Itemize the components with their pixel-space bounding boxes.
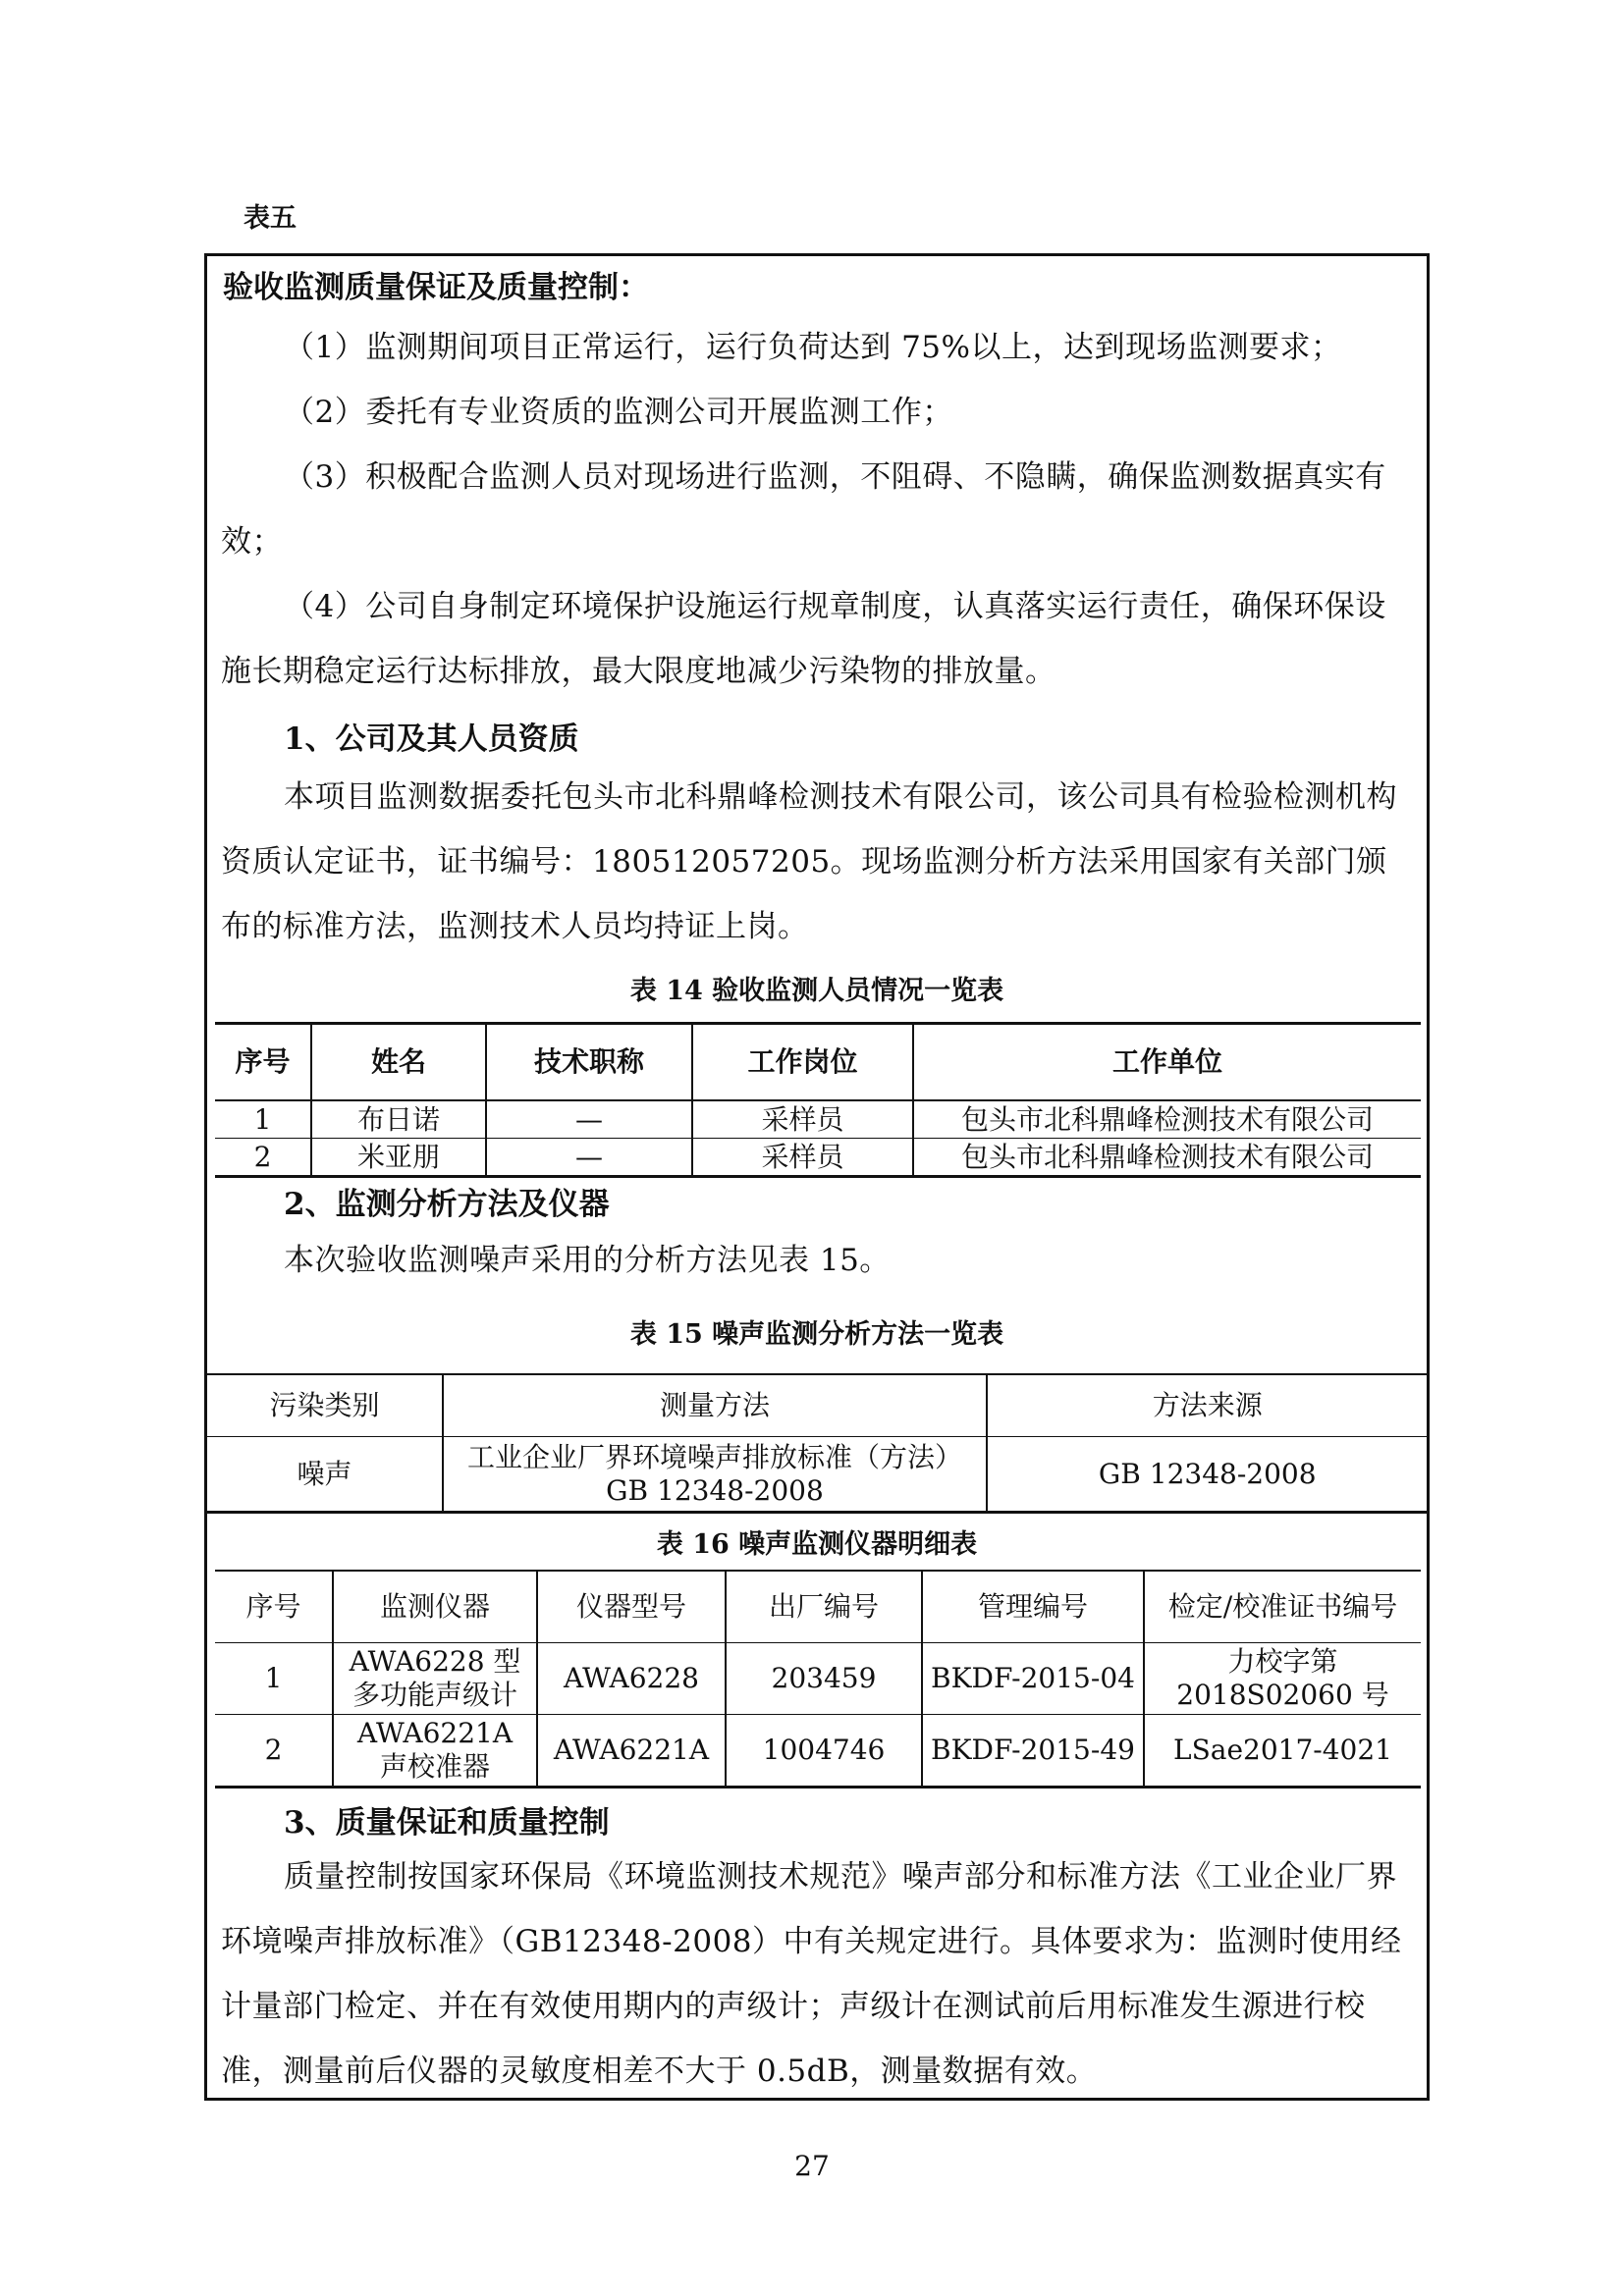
table-cell: 布日诺 xyxy=(311,1100,486,1139)
item-3-text: （3）积极配合监测人员对现场进行监测，不阻碍、不隐瞒，确保监测数据真实有效； xyxy=(221,459,1386,560)
table-14-caption: 表 14 验收监测人员情况一览表 xyxy=(629,976,1004,1006)
table-row xyxy=(215,1715,1421,1788)
item-3 xyxy=(221,445,1413,574)
item-2 xyxy=(221,380,1413,445)
table-cell: 力校字第 2018S02060 号 xyxy=(1144,1643,1421,1715)
item-2-text: （2）委托有专业资质的监测公司开展监测工作； xyxy=(284,395,953,430)
section-2-body xyxy=(221,1228,1413,1293)
content-frame xyxy=(204,253,1430,2101)
t15-header-method: 测量方法 xyxy=(443,1374,987,1437)
item-4-text: （4）公司自身制定环境保护设施运行规章制度，认真落实运行责任，确保环保设施长期稳定运行达标排放，最大限度地减少污染物的排放量。 xyxy=(221,589,1386,689)
table-cell: GB 12348-2008 xyxy=(987,1437,1428,1513)
table-16 xyxy=(215,1570,1421,1789)
table-cell: 2 xyxy=(215,1715,333,1788)
table-cell: LSae2017-4021 xyxy=(1144,1715,1421,1788)
table-cell: AWA6228 xyxy=(537,1643,726,1715)
table-row xyxy=(215,1139,1421,1177)
t14-header-post: 工作岗位 xyxy=(692,1024,913,1101)
table-row xyxy=(207,1437,1428,1513)
table-16-caption: 表 16 噪声监测仪器明细表 xyxy=(656,1529,978,1560)
item-1 xyxy=(221,315,1413,380)
t14-header-name: 姓名 xyxy=(311,1024,486,1101)
t16-header-serial: 出厂编号 xyxy=(726,1571,922,1643)
table-cell: 包头市北科鼎峰检测技术有限公司 xyxy=(913,1100,1421,1139)
table-cell: 1 xyxy=(215,1643,333,1715)
table-cell: 2 xyxy=(215,1139,311,1177)
table-15 xyxy=(207,1373,1429,1514)
t16-header-index: 序号 xyxy=(215,1571,333,1643)
table-14 xyxy=(215,1022,1421,1178)
table-cell: 1004746 xyxy=(726,1715,922,1788)
item-4 xyxy=(221,574,1413,704)
table-cell: — xyxy=(486,1100,692,1139)
t16-header-certificate: 检定/校准证书编号 xyxy=(1144,1571,1421,1643)
t16-header-management: 管理编号 xyxy=(922,1571,1144,1643)
table-cell: 采样员 xyxy=(692,1100,913,1139)
main-heading: 验收监测质量保证及质量控制： xyxy=(223,270,649,305)
t16-header-instrument: 监测仪器 xyxy=(333,1571,537,1643)
table-row xyxy=(215,1100,1421,1139)
table-cell: AWA6221A xyxy=(537,1715,726,1788)
section-3-text: 质量控制按国家环保局《环境监测技术规范》噪声部分和标准方法《工业企业厂界环境噪声排放标准》（GB12348-2008）中有关规定进行。具体要求为：监测时使用经计量部门检定、并在有效使用期内的声级计；声级计在测试前后用标准发生源进行校准，测量前后仪器的灵敏度相差不大于 0.5dB，测量数据有效。 xyxy=(221,1859,1402,2089)
section-3-title: 3、质量保证和质量控制 xyxy=(284,1805,610,1841)
table-cell: 米亚朋 xyxy=(311,1139,486,1177)
table-cell: 采样员 xyxy=(692,1139,913,1177)
t15-header-source: 方法来源 xyxy=(987,1374,1428,1437)
table-cell: BKDF-2015-04 xyxy=(922,1643,1144,1715)
section-1-text: 本项目监测数据委托包头市北科鼎峰检测技术有限公司，该公司具有检验检测机构资质认定证书，证书编号：180512057205。现场监测分析方法采用国家有关部门颁布的标准方法，监测技术人员均持证上岗。 xyxy=(221,779,1397,944)
item-1-text: （1）监测期间项目正常运行，运行负荷达到 75%以上，达到现场监测要求； xyxy=(284,330,1342,365)
table-cell: AWA6221A 声校准器 xyxy=(333,1715,537,1788)
table-label: 表五 xyxy=(244,203,297,234)
t14-header-index: 序号 xyxy=(215,1024,311,1101)
table-cell: AWA6228 型多功能声级计 xyxy=(333,1643,537,1715)
section-3-body xyxy=(221,1844,1413,2104)
table-cell: — xyxy=(486,1139,692,1177)
t16-header-model: 仪器型号 xyxy=(537,1571,726,1643)
section-2-text: 本次验收监测噪声采用的分析方法见表 15。 xyxy=(284,1243,891,1278)
table-row xyxy=(215,1643,1421,1715)
section-1-body xyxy=(221,765,1413,959)
page-number: 27 xyxy=(794,2150,830,2182)
table-cell: 噪声 xyxy=(207,1437,443,1513)
section-2-title: 2、监测分析方法及仪器 xyxy=(284,1187,610,1222)
table-cell: 203459 xyxy=(726,1643,922,1715)
table-15-caption: 表 15 噪声监测分析方法一览表 xyxy=(629,1319,1004,1350)
t15-header-category: 污染类别 xyxy=(207,1374,443,1437)
t14-header-title: 技术职称 xyxy=(486,1024,692,1101)
section-1-title: 1、公司及其人员资质 xyxy=(284,721,579,757)
t14-header-unit: 工作单位 xyxy=(913,1024,1421,1101)
table-cell: BKDF-2015-49 xyxy=(922,1715,1144,1788)
table-cell: 工业企业厂界环境噪声排放标准（方法）GB 12348-2008 xyxy=(443,1437,987,1513)
table-cell: 包头市北科鼎峰检测技术有限公司 xyxy=(913,1139,1421,1177)
table-cell: 1 xyxy=(215,1100,311,1139)
